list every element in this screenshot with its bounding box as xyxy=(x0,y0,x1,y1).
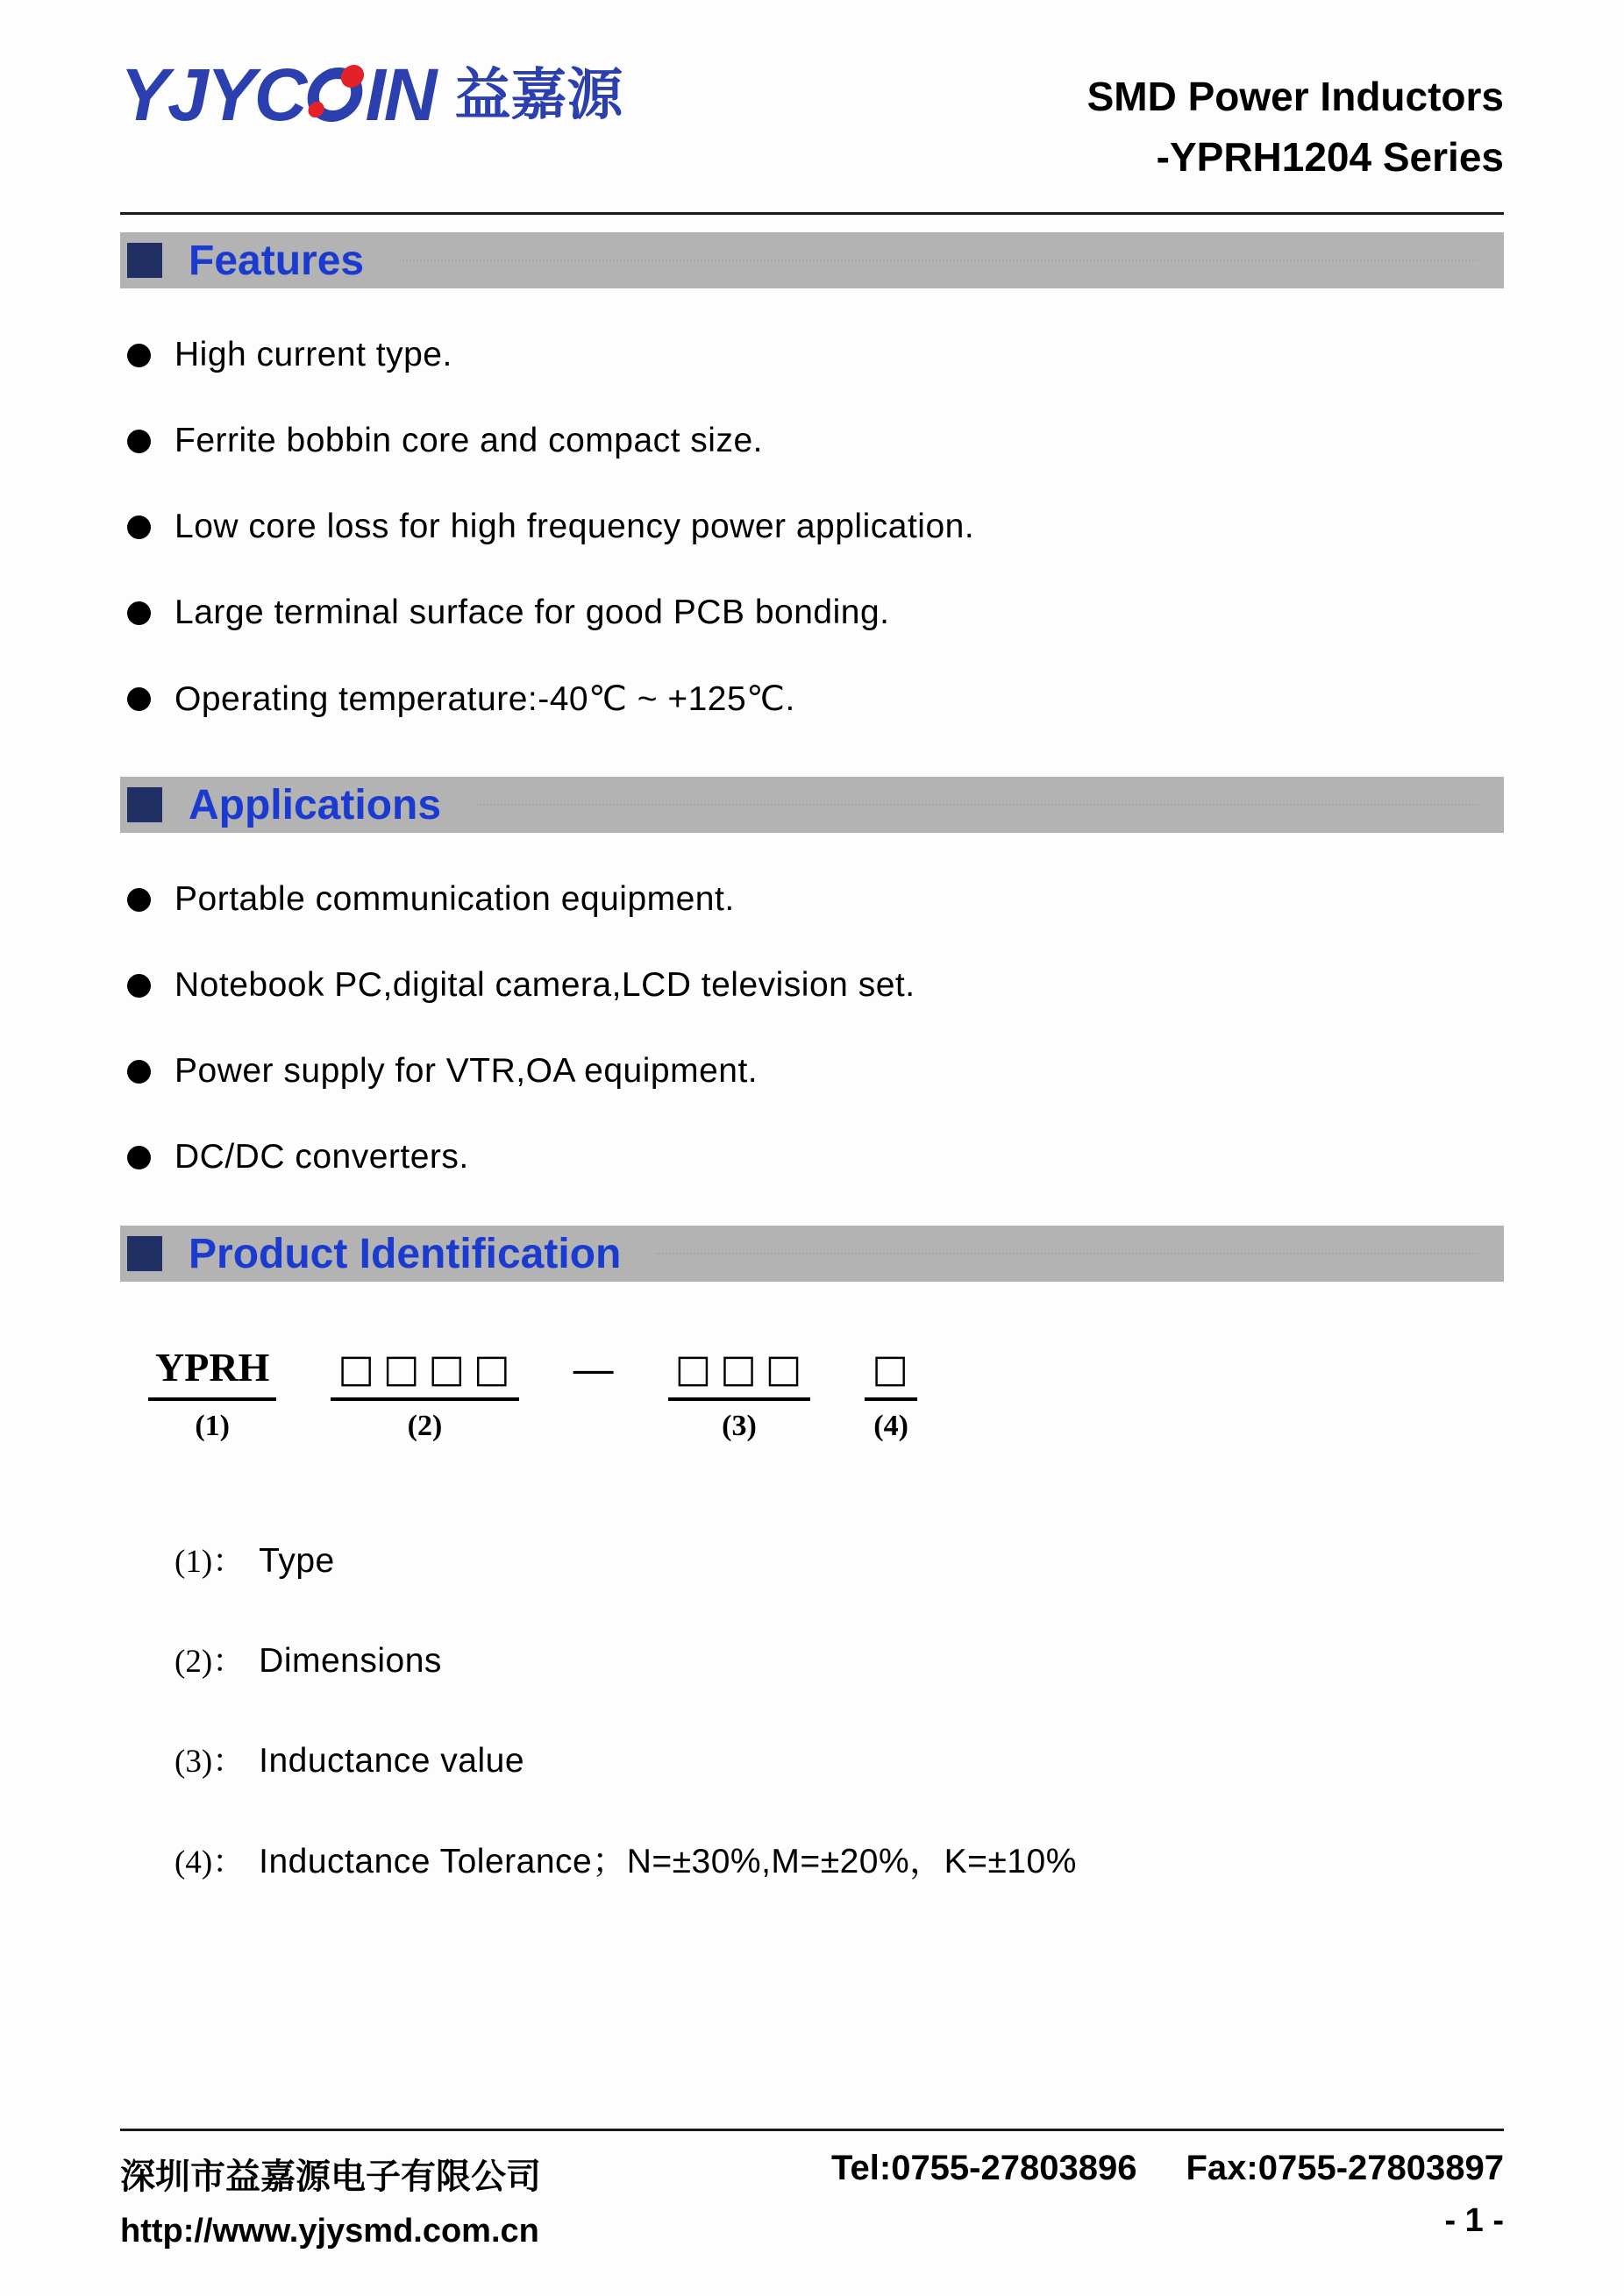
section-title-product-identification: Product Identification xyxy=(189,1230,622,1277)
footer-right xyxy=(831,2149,1504,2240)
list-item xyxy=(127,679,1504,719)
page-number: - 1 - xyxy=(1444,2202,1504,2239)
code-squares-dimensions: □□□□ xyxy=(331,1348,518,1401)
legend-text: Dimensions xyxy=(259,1642,442,1680)
logo-text-part2: IN xyxy=(365,53,436,136)
feature-text: Large terminal surface for good PCB bonding. xyxy=(175,594,890,631)
bullet-icon xyxy=(127,888,151,912)
section-square-icon xyxy=(127,243,162,278)
list-item xyxy=(127,336,1504,374)
part-number-legend xyxy=(175,1534,1504,1883)
list-item xyxy=(127,422,1504,460)
feature-text: Low core loss for high frequency power application. xyxy=(175,508,975,545)
bullet-icon xyxy=(127,1060,151,1084)
section-square-icon xyxy=(127,1236,162,1271)
application-text: Power supply for VTR,OA equipment. xyxy=(175,1052,759,1090)
list-item xyxy=(127,1138,1504,1176)
code-squares-inductance: □□□ xyxy=(668,1348,811,1401)
list-item xyxy=(127,880,1504,919)
footer-left xyxy=(120,2149,541,2250)
code-label-1: (1) xyxy=(195,1410,230,1442)
legend-item xyxy=(175,1734,1504,1781)
code-group-dimensions xyxy=(331,1348,518,1443)
legend-text: Inductance value xyxy=(259,1742,525,1780)
logo-wordmark xyxy=(120,53,436,136)
legend-item xyxy=(175,1534,1504,1582)
list-item xyxy=(127,1052,1504,1091)
code-group-type xyxy=(148,1346,276,1443)
document-title xyxy=(1087,58,1504,188)
bullet-icon xyxy=(127,344,151,367)
logo-text-part1: YJYC xyxy=(120,53,306,136)
application-text: Notebook PC,digital camera,LCD television set. xyxy=(175,966,915,1004)
application-text: DC/DC converters. xyxy=(175,1138,469,1176)
telephone-number: Tel:0755-27803896 xyxy=(831,2149,1137,2187)
bullet-icon xyxy=(127,1146,151,1169)
section-square-icon xyxy=(127,787,162,822)
contact-numbers xyxy=(831,2149,1504,2188)
code-group-tolerance xyxy=(865,1348,917,1443)
header-divider xyxy=(120,212,1504,215)
code-prefix: YPRH xyxy=(148,1346,276,1401)
bullet-icon xyxy=(127,974,151,998)
legend-marker: (3)： xyxy=(175,1744,246,1780)
section-header-applications xyxy=(120,777,1504,833)
section-header-product-identification xyxy=(120,1226,1504,1282)
feature-text: Operating temperature:-40℃ ~ +125℃. xyxy=(175,680,795,718)
legend-item xyxy=(175,1634,1504,1681)
section-title-applications: Applications xyxy=(189,781,442,828)
features-list xyxy=(120,336,1504,719)
list-item xyxy=(127,508,1504,546)
feature-text: High current type. xyxy=(175,336,452,373)
code-label-3: (3) xyxy=(722,1410,757,1442)
company-website: http://www.yjysmd.com.cn xyxy=(120,2213,539,2250)
code-label-4: (4) xyxy=(873,1410,908,1442)
legend-marker: (1)： xyxy=(175,1544,246,1580)
page-header xyxy=(120,0,1504,188)
bullet-icon xyxy=(127,515,151,539)
application-text: Portable communication equipment. xyxy=(175,880,735,918)
code-group-inductance xyxy=(668,1348,811,1443)
company-logo xyxy=(120,53,623,136)
code-label-2: (2) xyxy=(407,1410,443,1442)
document-title-line1: SMD Power Inductors xyxy=(1086,74,1504,119)
section-header-features xyxy=(120,232,1504,288)
logo-chinese-name: 益嘉源 xyxy=(454,63,623,126)
document-title-line2: -YPRH1204 Series xyxy=(1156,134,1504,180)
legend-item xyxy=(175,1834,1504,1883)
section-title-features: Features xyxy=(189,237,365,284)
legend-marker: (4)： xyxy=(175,1845,246,1880)
bullet-icon xyxy=(127,687,151,711)
bullet-icon xyxy=(127,430,151,453)
feature-text: Ferrite bobbin core and compact size. xyxy=(175,422,763,459)
page-footer xyxy=(120,2129,1504,2250)
legend-marker: (2)： xyxy=(175,1644,246,1680)
fax-number: Fax:0755-27803897 xyxy=(1186,2149,1504,2187)
legend-text: Type xyxy=(259,1542,335,1580)
bullet-icon xyxy=(127,601,151,625)
logo-red-dot-icon xyxy=(340,65,367,88)
part-number-diagram xyxy=(148,1345,1504,1443)
applications-list xyxy=(120,880,1504,1176)
legend-text: Inductance Tolerance；N=±30%,M=±20%，K=±10% xyxy=(259,1843,1077,1880)
list-item xyxy=(127,594,1504,632)
code-dash: — xyxy=(573,1346,614,1391)
company-name: 深圳市益嘉源电子有限公司 xyxy=(120,2157,541,2196)
logo-o-icon xyxy=(304,68,367,122)
list-item xyxy=(127,966,1504,1005)
footer-divider xyxy=(120,2129,1504,2131)
logo-red-dot2-icon xyxy=(308,102,326,117)
code-square-tolerance: □ xyxy=(865,1348,917,1401)
